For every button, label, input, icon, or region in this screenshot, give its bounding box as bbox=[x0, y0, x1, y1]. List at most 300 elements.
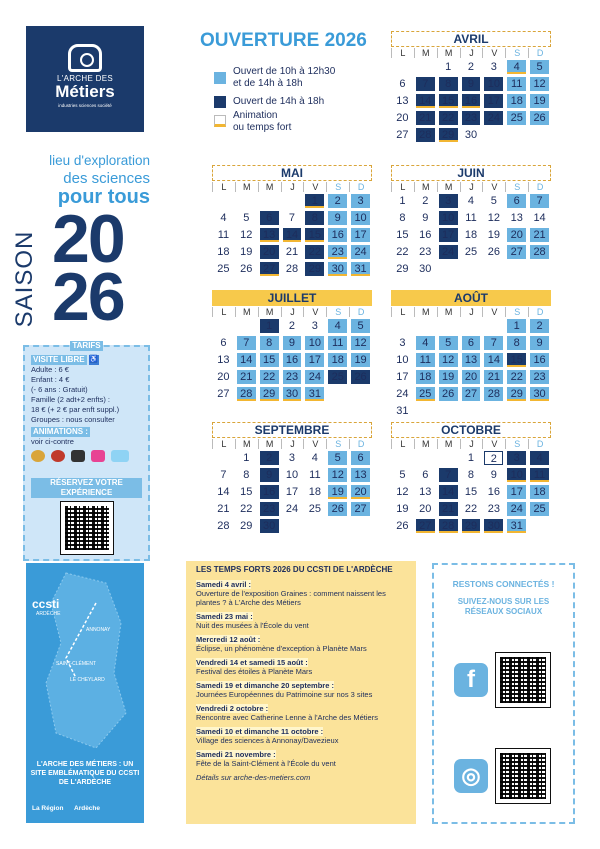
empty-cell bbox=[214, 194, 233, 208]
tagline-1: lieu d'exploration bbox=[49, 153, 150, 168]
event-text: Journées Européennes du Patrimoine sur nos 3 sites bbox=[196, 690, 373, 699]
day-cell: 27 bbox=[260, 262, 279, 276]
day-cell: 2 bbox=[260, 451, 279, 465]
event-text: Nuit des musées à l'École du vent bbox=[196, 621, 309, 630]
day-cell: 14 bbox=[237, 353, 256, 367]
weekday-label: V bbox=[482, 48, 505, 58]
day-cell: 24 bbox=[351, 245, 370, 259]
day-cell: 5 bbox=[243, 212, 250, 224]
day-cell: 3 bbox=[490, 61, 497, 73]
ccsti-panel bbox=[26, 563, 144, 823]
day-cell: 6 bbox=[507, 194, 526, 208]
legend-dark-text: Ouvert de 14h à 18h bbox=[233, 96, 325, 107]
tarif-line: (- 6 ans : Gratuit) bbox=[31, 385, 88, 395]
day-cell: 2 bbox=[422, 195, 429, 207]
weekday-header bbox=[391, 307, 551, 317]
day-cell: 16 bbox=[328, 228, 347, 242]
event-item bbox=[196, 727, 406, 745]
day-cell: 22 bbox=[240, 503, 253, 515]
event-text: Fête de la Saint-Clément à l'École du vent bbox=[196, 759, 336, 768]
day-cell: 28 bbox=[530, 245, 549, 259]
day-cell: 10 bbox=[396, 354, 409, 366]
day-cell: 19 bbox=[487, 229, 500, 241]
weekday-label: M bbox=[258, 307, 281, 317]
temps-forts-box bbox=[186, 561, 416, 824]
weekday-label: D bbox=[349, 307, 372, 317]
empty-cell bbox=[416, 60, 435, 74]
event-date: Samedi 4 avril : bbox=[196, 580, 252, 589]
tarifs-box bbox=[23, 341, 150, 561]
tarif-line: Groupes : nous consulter bbox=[31, 415, 115, 425]
weekday-label: M bbox=[437, 307, 460, 317]
day-cell: 17 bbox=[439, 228, 458, 242]
weekday-label: M bbox=[258, 182, 281, 192]
tarif-line: Enfant : 4 € bbox=[31, 375, 70, 385]
legend-swatch-dark bbox=[214, 96, 226, 108]
day-cell: 24 bbox=[305, 370, 324, 384]
day-cell: 26 bbox=[351, 370, 370, 384]
day-cell: 1 bbox=[445, 61, 452, 73]
day-cell: 28 bbox=[237, 387, 256, 401]
empty-cell bbox=[283, 194, 302, 208]
weekday-label: M bbox=[437, 48, 460, 58]
legend-swatch-light bbox=[214, 72, 226, 84]
weekday-label: L bbox=[391, 182, 414, 192]
weekday-label: S bbox=[326, 439, 349, 449]
day-grid bbox=[391, 319, 551, 418]
day-cell: 16 bbox=[260, 485, 279, 499]
day-cell: 9 bbox=[490, 469, 497, 481]
day-cell: 6 bbox=[462, 336, 481, 350]
day-cell: 17 bbox=[396, 371, 409, 383]
weekday-label: S bbox=[505, 182, 528, 192]
day-cell: 15 bbox=[305, 228, 324, 242]
day-cell: 31 bbox=[396, 405, 409, 417]
day-cell: 27 bbox=[416, 519, 435, 533]
day-cell: 2 bbox=[530, 319, 549, 333]
day-cell: 17 bbox=[484, 94, 503, 108]
day-cell: 23 bbox=[530, 370, 549, 384]
event-item bbox=[196, 750, 406, 768]
day-cell: 16 bbox=[283, 353, 302, 367]
month-name: AVRIL bbox=[391, 31, 551, 47]
day-cell: 9 bbox=[422, 212, 429, 224]
day-cell: 9 bbox=[530, 336, 549, 350]
ccsti-logo: ccsti bbox=[32, 597, 60, 611]
empty-cell bbox=[214, 319, 233, 333]
day-cell: 19 bbox=[240, 246, 253, 258]
day-cell: 26 bbox=[328, 502, 347, 516]
day-cell: 14 bbox=[283, 228, 302, 242]
day-cell: 26 bbox=[530, 111, 549, 125]
day-cell: 30 bbox=[530, 387, 549, 401]
day-cell: 23 bbox=[283, 370, 302, 384]
day-cell: 3 bbox=[351, 194, 370, 208]
empty-cell bbox=[393, 451, 412, 465]
day-cell: 23 bbox=[328, 245, 347, 259]
day-cell: 28 bbox=[439, 519, 458, 533]
day-cell: 7 bbox=[288, 212, 296, 224]
day-cell: 30 bbox=[464, 129, 478, 141]
day-cell: 29 bbox=[462, 519, 481, 533]
weekday-label: L bbox=[212, 182, 235, 192]
ardeche-logo: Ardèche bbox=[74, 805, 101, 812]
weekday-label: M bbox=[437, 439, 460, 449]
day-cell: 8 bbox=[260, 336, 279, 350]
logo-line3: industries sciences société bbox=[58, 103, 112, 108]
day-cell: 7 bbox=[530, 194, 549, 208]
event-text: Ouverture de l'exposition Graines : comment naissent les plantes ? à L'Arche des Métiers bbox=[196, 589, 386, 607]
weekday-label: M bbox=[235, 439, 258, 449]
day-cell: 11 bbox=[217, 229, 230, 241]
weekday-label: D bbox=[528, 439, 551, 449]
logo-line1: L'ARCHE DES bbox=[57, 74, 113, 83]
weekday-label: J bbox=[281, 307, 304, 317]
day-cell: 12 bbox=[487, 212, 500, 224]
day-cell: 19 bbox=[530, 94, 549, 108]
weekday-label: V bbox=[303, 182, 326, 192]
day-cell: 11 bbox=[465, 212, 477, 224]
tarifs-title: TARIFS bbox=[72, 341, 101, 350]
day-cell: 15 bbox=[260, 353, 279, 367]
place-annonay: ANNONAY bbox=[86, 627, 111, 633]
day-cell: 29 bbox=[507, 387, 526, 401]
day-cell: 20 bbox=[462, 370, 481, 384]
day-cell: 21 bbox=[285, 246, 299, 258]
day-cell: 17 bbox=[285, 486, 299, 498]
day-cell: 22 bbox=[396, 246, 409, 258]
region-logo: La Région bbox=[32, 805, 64, 812]
event-item bbox=[196, 658, 406, 676]
day-cell: 20 bbox=[507, 228, 526, 242]
weekday-label: J bbox=[460, 439, 483, 449]
day-cell: 18 bbox=[328, 353, 347, 367]
weekday-label: J bbox=[281, 182, 304, 192]
day-grid bbox=[212, 319, 372, 401]
event-item bbox=[196, 635, 406, 653]
weekday-label: L bbox=[212, 307, 235, 317]
weekday-label: D bbox=[528, 48, 551, 58]
logo-line2: Métiers bbox=[55, 82, 115, 101]
day-cell: 6 bbox=[220, 337, 227, 349]
day-cell: 13 bbox=[419, 486, 432, 498]
day-cell: 16 bbox=[530, 353, 549, 367]
day-cell: 1 bbox=[243, 452, 250, 464]
weekday-label: S bbox=[505, 439, 528, 449]
facebook-qr[interactable] bbox=[496, 653, 550, 707]
day-cell: 22 bbox=[260, 370, 279, 384]
day-cell: 7 bbox=[220, 469, 227, 481]
day-cell: 20 bbox=[217, 371, 230, 383]
weekday-header bbox=[212, 307, 372, 317]
day-cell: 6 bbox=[260, 211, 279, 225]
day-cell: 29 bbox=[260, 387, 279, 401]
day-cell: 6 bbox=[422, 469, 429, 481]
tarif-line: Adulte : 6 € bbox=[31, 365, 69, 375]
day-cell: 29 bbox=[305, 262, 324, 276]
tagline bbox=[20, 152, 150, 206]
weekday-label: S bbox=[505, 307, 528, 317]
day-cell: 25 bbox=[464, 246, 478, 258]
day-cell: 13 bbox=[462, 353, 481, 367]
day-cell: 4 bbox=[311, 452, 318, 464]
day-cell: 5 bbox=[490, 195, 497, 207]
day-cell: 27 bbox=[396, 129, 409, 141]
event-item bbox=[196, 580, 406, 607]
day-cell: 8 bbox=[439, 77, 458, 91]
day-cell: 24 bbox=[396, 388, 409, 400]
instagram-qr[interactable] bbox=[496, 749, 550, 803]
day-cell: 13 bbox=[396, 95, 409, 107]
day-cell: 20 bbox=[396, 112, 409, 124]
day-cell: 15 bbox=[507, 353, 526, 367]
day-cell: 2 bbox=[288, 320, 296, 332]
day-cell: 13 bbox=[260, 228, 279, 242]
weekday-label: V bbox=[303, 307, 326, 317]
day-cell: 21 bbox=[237, 370, 256, 384]
connect-title: RESTONS CONNECTÉS ! bbox=[452, 579, 555, 589]
day-cell: 23 bbox=[487, 503, 500, 515]
day-grid bbox=[391, 60, 551, 142]
weekday-label: M bbox=[414, 307, 437, 317]
day-cell: 3 bbox=[399, 337, 406, 349]
day-cell: 11 bbox=[507, 77, 526, 91]
event-date: Vendredi 14 et samedi 15 août : bbox=[196, 658, 308, 667]
day-cell: 20 bbox=[351, 485, 370, 499]
day-cell: 30 bbox=[328, 262, 347, 276]
empty-cell bbox=[439, 451, 458, 465]
empty-cell bbox=[416, 451, 435, 465]
reserve-label: RÉSERVEZ VOTRE EXPÉRIENCE bbox=[31, 478, 142, 498]
month-name: JUILLET bbox=[212, 290, 372, 306]
month-calendar bbox=[212, 290, 372, 401]
day-cell: 11 bbox=[309, 469, 321, 481]
event-date: Samedi 19 et dimanche 20 septembre : bbox=[196, 681, 334, 690]
day-cell: 23 bbox=[419, 246, 432, 258]
building-icon bbox=[68, 44, 102, 72]
month-calendar bbox=[212, 422, 372, 533]
day-cell: 9 bbox=[462, 77, 481, 91]
day-cell: 12 bbox=[240, 229, 253, 241]
day-cell: 8 bbox=[467, 469, 475, 481]
day-cell: 18 bbox=[530, 485, 549, 499]
legend-anim-text: Animation ou temps fort bbox=[233, 110, 292, 133]
day-cell: 11 bbox=[328, 336, 347, 350]
day-cell: 22 bbox=[464, 503, 478, 515]
day-cell: 4 bbox=[507, 60, 526, 74]
day-cell: 14 bbox=[416, 94, 435, 108]
month-name: SEPTEMBRE bbox=[212, 422, 372, 438]
day-cell: 29 bbox=[396, 263, 409, 275]
weekday-label: L bbox=[391, 439, 414, 449]
day-cell: 25 bbox=[308, 503, 321, 515]
day-cell: 8 bbox=[305, 211, 324, 225]
day-cell: 18 bbox=[416, 370, 435, 384]
day-cell: 10 bbox=[305, 336, 324, 350]
tagline-3: pour tous bbox=[57, 186, 150, 208]
weekday-label: J bbox=[460, 307, 483, 317]
weekday-label: L bbox=[391, 48, 414, 58]
month-name: OCTOBRE bbox=[391, 422, 551, 438]
day-cell: 5 bbox=[530, 60, 549, 74]
weekday-label: L bbox=[391, 307, 414, 317]
legend-light-text: Ouvert de 10h à 12h30 et de 14h à 18h bbox=[233, 66, 336, 89]
day-grid bbox=[391, 194, 551, 276]
temps-forts-footer[interactable]: Détails sur arche-des-metiers.com bbox=[196, 773, 311, 782]
day-cell: 4 bbox=[328, 319, 347, 333]
instagram-icon[interactable]: ◎ bbox=[454, 759, 488, 793]
day-cell: 4 bbox=[530, 451, 549, 465]
day-cell: 3 bbox=[311, 320, 318, 332]
empty-cell bbox=[393, 60, 412, 74]
day-cell: 8 bbox=[399, 212, 406, 224]
day-cell: 30 bbox=[283, 387, 302, 401]
day-cell: 24 bbox=[484, 111, 503, 125]
empty-cell bbox=[214, 451, 233, 465]
day-cell: 30 bbox=[260, 519, 279, 533]
day-cell: 27 bbox=[462, 387, 481, 401]
day-cell: 31 bbox=[305, 387, 324, 401]
day-cell: 28 bbox=[416, 128, 435, 142]
weekday-label: M bbox=[437, 182, 460, 192]
day-cell: 6 bbox=[351, 451, 370, 465]
day-cell: 4 bbox=[467, 195, 475, 207]
event-date: Vendredi 2 octobre : bbox=[196, 704, 269, 713]
month-calendar bbox=[212, 165, 372, 276]
day-cell: 26 bbox=[396, 520, 409, 532]
facebook-icon[interactable]: f bbox=[454, 663, 488, 697]
weekday-header bbox=[391, 48, 551, 58]
event-text: Éclipse, un phénomène d'exception à Planète Mars bbox=[196, 644, 367, 653]
day-cell: 1 bbox=[399, 195, 406, 207]
day-cell: 9 bbox=[260, 468, 279, 482]
empty-cell bbox=[484, 319, 503, 333]
day-cell: 16 bbox=[419, 229, 432, 241]
day-cell: 4 bbox=[220, 212, 227, 224]
day-cell: 29 bbox=[240, 520, 253, 532]
place-cheylard: LE CHEYLARD bbox=[70, 677, 105, 683]
empty-cell bbox=[260, 194, 279, 208]
day-cell: 2 bbox=[467, 61, 475, 73]
empty-cell bbox=[237, 194, 256, 208]
tarif-line: 18 € (+ 2 € par enft suppl.) bbox=[31, 405, 120, 415]
day-cell: 5 bbox=[399, 469, 406, 481]
page-title: OUVERTURE 2026 bbox=[200, 30, 367, 51]
weekday-header bbox=[212, 182, 372, 192]
empty-cell bbox=[439, 319, 458, 333]
event-date: Samedi 23 mai : bbox=[196, 612, 253, 621]
day-cell: 27 bbox=[217, 388, 230, 400]
day-cell: 1 bbox=[507, 319, 526, 333]
weekday-label: M bbox=[235, 182, 258, 192]
day-cell: 10 bbox=[484, 77, 503, 91]
temps-forts-list bbox=[196, 580, 406, 768]
weekday-header bbox=[391, 439, 551, 449]
month-calendar bbox=[391, 290, 551, 418]
ardeche-map bbox=[26, 563, 144, 753]
event-item bbox=[196, 704, 406, 722]
day-cell: 18 bbox=[308, 486, 321, 498]
day-cell: 7 bbox=[237, 336, 256, 350]
ccsti-sub: ARDÈCHE bbox=[36, 611, 61, 617]
day-cell: 16 bbox=[487, 486, 500, 498]
day-cell: 21 bbox=[217, 503, 230, 515]
day-cell: 24 bbox=[439, 245, 458, 259]
day-cell: 6 bbox=[399, 78, 406, 90]
day-cell: 10 bbox=[439, 211, 458, 225]
day-cell: 8 bbox=[243, 469, 250, 481]
day-cell: 8 bbox=[507, 336, 526, 350]
event-text: Village des sciences à Annonay/Davezieux bbox=[196, 736, 339, 745]
day-cell: 3 bbox=[439, 194, 458, 208]
day-cell: 17 bbox=[351, 228, 370, 242]
empty-cell bbox=[462, 319, 481, 333]
day-cell: 15 bbox=[240, 486, 253, 498]
ccsti-heading: L'ARCHE DES MÉTIERS : UN SITE EMBLÉMATIQUE DU CCSTI DE L'ARDÈCHE bbox=[30, 761, 140, 786]
day-cell: 26 bbox=[240, 263, 253, 275]
weekday-label: V bbox=[482, 182, 505, 192]
empty-cell bbox=[237, 319, 256, 333]
day-cell: 28 bbox=[285, 263, 299, 275]
day-cell: 15 bbox=[464, 486, 478, 498]
day-cell: 17 bbox=[507, 485, 526, 499]
day-cell: 14 bbox=[484, 353, 503, 367]
day-cell: 27 bbox=[351, 502, 370, 516]
day-cell: 5 bbox=[351, 319, 370, 333]
animations-sub: voir ci-contre bbox=[31, 437, 74, 447]
empty-cell bbox=[393, 319, 412, 333]
day-cell: 29 bbox=[439, 128, 458, 142]
day-cell: 30 bbox=[419, 263, 432, 275]
weekday-label: J bbox=[460, 182, 483, 192]
empty-cell bbox=[416, 319, 435, 333]
day-cell: 17 bbox=[305, 353, 324, 367]
day-cell: 18 bbox=[507, 94, 526, 108]
day-cell: 1 bbox=[260, 319, 279, 333]
day-cell: 10 bbox=[507, 468, 526, 482]
social-box bbox=[432, 563, 575, 824]
reservation-qr[interactable] bbox=[61, 502, 113, 554]
weekday-label: D bbox=[528, 307, 551, 317]
day-cell: 13 bbox=[510, 212, 523, 224]
day-cell: 20 bbox=[419, 503, 432, 515]
animations-label: ANIMATIONS : bbox=[33, 427, 88, 437]
day-grid bbox=[212, 451, 372, 533]
day-cell: 14 bbox=[439, 485, 458, 499]
day-cell: 23 bbox=[260, 502, 279, 516]
event-date: Mercredi 12 août : bbox=[196, 635, 261, 644]
day-cell: 12 bbox=[439, 353, 458, 367]
weekday-label: M bbox=[414, 48, 437, 58]
legend-swatch-anim bbox=[214, 115, 226, 127]
weekday-label: M bbox=[414, 182, 437, 192]
day-cell: 25 bbox=[328, 370, 347, 384]
day-cell: 25 bbox=[507, 111, 526, 125]
day-cell: 18 bbox=[464, 229, 478, 241]
day-cell: 13 bbox=[217, 354, 230, 366]
day-cell: 30 bbox=[484, 519, 503, 533]
day-cell: 7 bbox=[416, 77, 435, 91]
day-cell: 27 bbox=[507, 245, 526, 259]
weekday-label: M bbox=[414, 439, 437, 449]
event-text: Rencontre avec Catherine Lenne à l'Arche des Métiers bbox=[196, 713, 378, 722]
day-cell: 16 bbox=[462, 94, 481, 108]
day-cell: 1 bbox=[467, 452, 475, 464]
weekday-label: D bbox=[349, 439, 372, 449]
day-cell: 11 bbox=[530, 468, 549, 482]
month-name: JUIN bbox=[391, 165, 551, 181]
day-cell: 18 bbox=[217, 246, 230, 258]
